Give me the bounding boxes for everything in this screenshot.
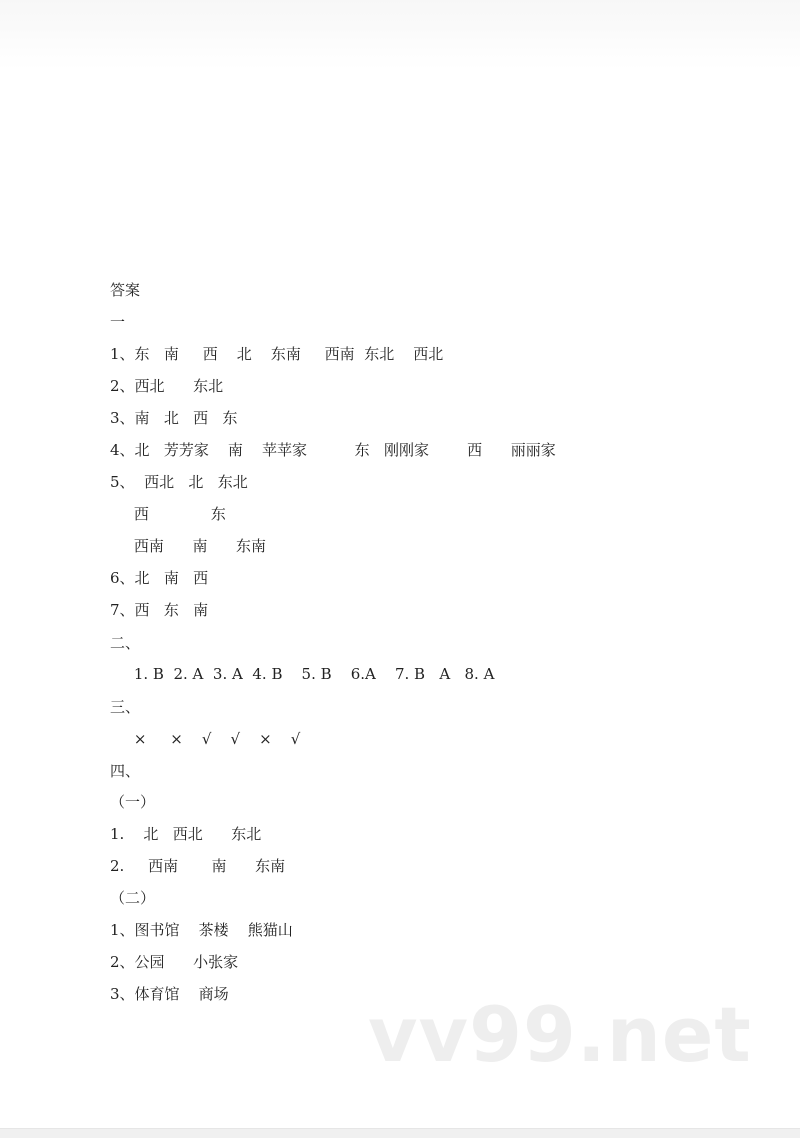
page-top-shadow (0, 0, 800, 70)
answer-line: 2、公园 小张家 (110, 953, 239, 971)
section-heading-2: 二、 (110, 634, 141, 652)
answer-line: 1、东 南 西 北 东南 西南 东北 西北 (110, 345, 444, 363)
document-title: 答案 (110, 281, 141, 299)
answer-line: 7、西 东 南 (110, 601, 209, 619)
answer-line: × × √ √ × √ (110, 730, 301, 748)
answer-line: 3、体育馆 商场 (110, 985, 229, 1003)
answer-line: 5、 西北 北 东北 (110, 473, 248, 491)
section-heading-3: 三、 (110, 698, 141, 716)
answer-line: 4、北 芳芳家 南 苹苹家 东 刚刚家 西 丽丽家 (110, 441, 556, 459)
section-heading-1: 一 (110, 313, 126, 331)
answer-line: 2. 西南 南 东南 (110, 857, 286, 875)
answer-line: 1、图书馆 茶楼 熊猫山 (110, 921, 293, 939)
watermark: vv99.net (368, 990, 752, 1079)
subsection-heading: （二） (110, 889, 156, 907)
section-heading-4: 四、 (110, 762, 141, 780)
answer-line: 1. B 2. A 3. A 4. B 5. B 6.A 7. B A 8. A (110, 665, 495, 683)
answer-line: 3、南 北 西 东 (110, 409, 238, 427)
answer-line: 西 东 (110, 505, 226, 523)
answer-line: 6、北 南 西 (110, 569, 209, 587)
answer-line: 2、西北 东北 (110, 377, 224, 395)
answer-line: 1. 北 西北 东北 (110, 825, 262, 843)
subsection-heading: （一） (110, 793, 156, 811)
answer-line: 西南 南 东南 (110, 537, 267, 555)
